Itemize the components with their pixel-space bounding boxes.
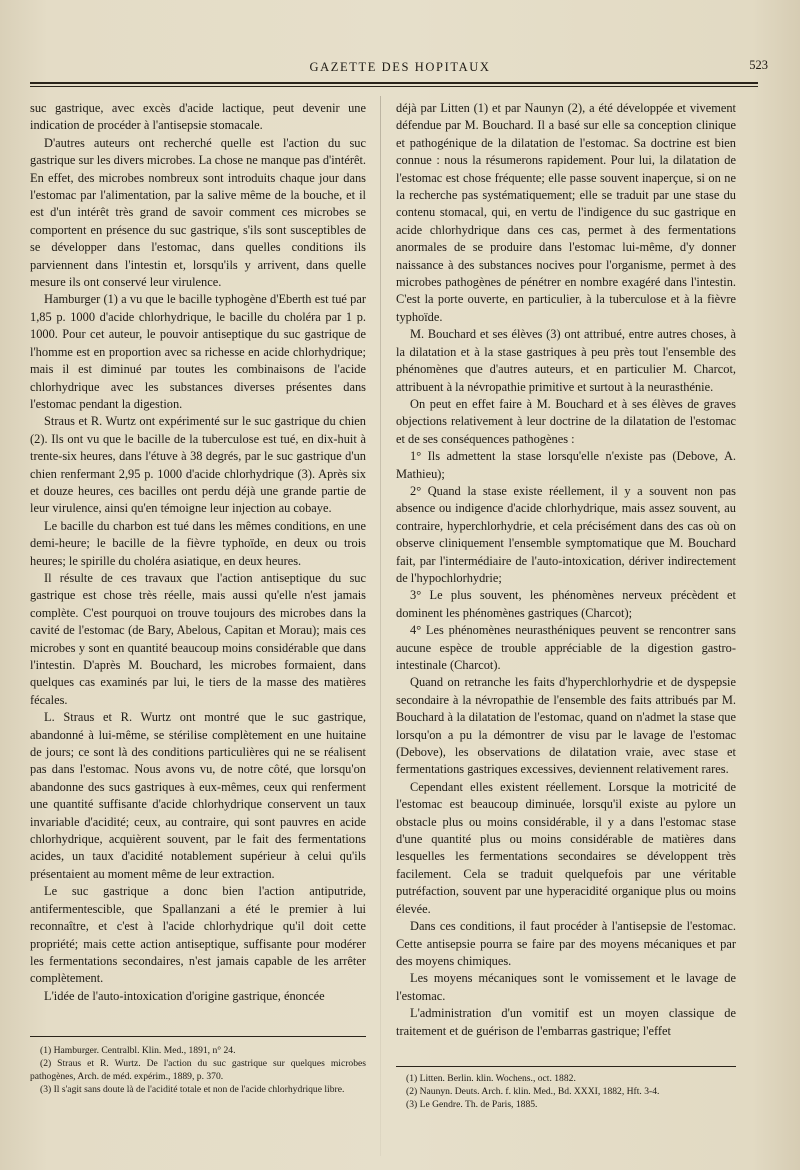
paragraph: Straus et R. Wurtz ont expérimenté sur le suc gastrique du chien (2). Ils ont vu que le bacille de la tuberculose est tué, en dix-huit à trente-six heures, dans l'étuve à 38 degrés, par le suc gastrique d'un chien renfermant 2,95 p. 1000 d'acide chlorhydrique (3). Après six et douze heures, ces bacilles ont perdu déjà une grande partie de leur virulence, ainsi qu'en témoigne leur injection au cobaye. — [30, 414, 366, 516]
right-footnotes — [396, 1072, 736, 1111]
footnote: (2) Naunyn. Deuts. Arch. f. klin. Med., Bd. XXXI, 1882, Hft. 3-4. — [406, 1086, 660, 1097]
paragraph: suc gastrique, avec excès d'acide lactique, peut devenir une indication de procéder à l'antisepsie stomacale. — [30, 101, 366, 133]
header-rule-bottom — [30, 86, 758, 87]
footnote: (1) Hamburger. Centralbl. Klin. Med., 1891, n° 24. — [40, 1045, 236, 1056]
paragraph: Cependant elles existent réellement. Lorsque la motricité de l'estomac est beaucoup diminuée, lorsqu'il existe au pylore un obstacle plus ou moins considérable, il y a dans l'estomac stase d'une quantité plus ou moins considérable de matières dans lesquelles les fermentations secondaires se développent très facilement. Cela se traduit quelquefois par une véritable putréfaction, souvent par une hyperacidité organique plus ou moins élevée. — [396, 779, 736, 916]
paragraph: Dans ces conditions, il faut procéder à l'antisepsie de l'estomac. Cette antisepsie pourra se faire par des moyens mécaniques et par des moyens chimiques. — [396, 919, 736, 968]
paragraph: Les moyens mécaniques sont le vomissement et le lavage de l'estomac. — [396, 971, 736, 1003]
paragraph: Hamburger (1) a vu que le bacille typhogène d'Eberth est tué par 1,85 p. 1000 d'acide chlorhydrique, le bacille du choléra par 1 p. 1000. Pour cet auteur, le pouvoir antiseptique du suc gastrique de l'homme est en proportion avec sa richesse en acide chlorhydrique; mais il est diminué par toutes les combinaisons de l'acide chlorhydrique avec les substances diverses présentes dans l'estomac pendant la digestion. — [30, 292, 366, 411]
paragraph: Le bacille du charbon est tué dans les mêmes conditions, en une demi-heure; le bacille de la fièvre typhoïde, en deux ou trois heures; le spirille du choléra asiatique, en deux heures. — [30, 518, 366, 568]
paragraph: Il résulte de ces travaux que l'action antiseptique du suc gastrique est chose très réelle, mais aussi qu'elle n'est jamais complète. C'est pourquoi on trouve toujours des microbes dans la cavité de l'estomac (de Bary, Abelous, Capitan et Morau); mais ces microbes y sont en quantité beaucoup moins considérable que dans l'intestin. D'après M. Bouchard, les microbes formaient, dans quelques cas examinés par lui, le tiers de la masse des matières fécales. — [30, 570, 366, 707]
paragraph: Le suc gastrique a donc bien l'action antiputride, antifermentescible, que Spallanzani a été le premier à lui reconnaître, et c'est à l'acide chlorhydrique qu'il doit cette propriété; mais cette action antiseptique, suffisante pour modérer les fermentations secondaires, n'est jamais capable de les arrêter complètement. — [30, 884, 366, 986]
footnote-rule-left — [30, 1036, 366, 1037]
right-column — [396, 100, 736, 1040]
paragraph: M. Bouchard et ses élèves (3) ont attribué, entre autres choses, à la dilatation et à la stase gastriques à peu près tout l'ensemble des phénomènes que d'autres auteurs, et en particulier M. Charcot, attribuent à la névropathie primitive et surtout à la neurasthénie. — [396, 327, 736, 394]
footnote: (1) Litten. Berlin. klin. Wochens., oct. 1882. — [406, 1073, 576, 1084]
footnote: (3) Il s'agit sans doute là de l'acidité totale et non de l'acide chlorhydrique libre. — [40, 1084, 345, 1095]
paragraph: 4° Les phénomènes neurasthéniques peuvent se rencontrer sans aucune espèce de trouble appréciable de la digestion gastro-intestinale (Charcot). — [396, 623, 736, 672]
header-rule-top — [30, 82, 758, 84]
paragraph: D'autres auteurs ont recherché quelle est l'action du suc gastrique sur les divers microbes. La chose ne manque pas d'intérêt. En effet, des microbes nombreux sont introduits chaque jour dans l'estomac par l'alimentation, par la salive même de la bouche, et il est d'un intérêt très grand de savoir comment ces microbes se comportent en présence du suc gastrique, s'ils sont susceptibles de se développer dans l'estomac, dans quelles conditions ils parviennent dans l'intestin et, lorsqu'ils y arrivent, dans quelle mesure ils ont conservé leur virulence. — [30, 135, 366, 290]
paragraph: L. Straus et R. Wurtz ont montré que le suc gastrique, abandonné à lui-même, se stérilise complètement en une huitaine de jours; ce sont là des conditions particulières qui ne se réalisent pas dans l'estomac. Nous avons vu, de notre côté, que lorsqu'on abandonne des sucs gastriques à eux-mêmes, ceux qui renferment une quantité suffisante d'acide chlorhydrique conservent un taux invariable d'acidité; ceux, au contraire, qui sont pauvres en acide chlorhydrique, acquièrent souvent, par le fait des fermentations acides, un taux d'acidité notablement supérieur à celui qu'ils présentaient au moment même de leur extraction. — [30, 710, 366, 881]
paragraph: déjà par Litten (1) et par Naunyn (2), a été développée et vivement défendue par M. Bouchard. Il a basé sur elle sa conception clinique et pathogénique de la dilatation de l'estomac. Sa doctrine est bien connue : nous la résumerons rapidement. Pour lui, la dilatation de l'estomac est chose fréquente; elle passe souvent inaperçue, si on ne la recherche pas systématiquement; elle se traduit par une stase du contenu stomacal, qui, en vertu de l'indigence du suc gastrique en acide chlorhydrique dans ces cas, permet à des fermentations anormales de se produire dans l'estomac lui-même, d'y donner naissance à des substances nocives pour l'organisme, permet à des microbes pathogènes de pénétrer en nombre exagéré dans l'intestin. C'est la porte ouverte, en particulier, à la tuberculose et à la fièvre typhoïde. — [396, 101, 736, 324]
column-gutter — [380, 96, 381, 1156]
footnote: (3) Le Gendre. Th. de Paris, 1885. — [406, 1099, 538, 1110]
paragraph: Quand on retranche les faits d'hyperchlorhydrie et de dyspepsie secondaire à la névropathie de l'ensemble des faits attribués par M. Bouchard à la dilatation de l'estomac, quand on n'admet la stase que lorsqu'on a pu la démontrer de visu par le lavage de l'estomac (Debove), les observations de dilatation vraie, avec stase et fermentations gastriques excessives, deviennent relativement rares. — [396, 675, 736, 777]
footnote-rule-right — [396, 1066, 736, 1067]
page-header — [30, 58, 770, 78]
paragraph: 1° Ils admettent la stase lorsqu'elle n'existe pas (Debove, A. Mathieu); — [396, 449, 736, 481]
paragraph: L'idée de l'auto-intoxication d'origine gastrique, énoncée — [44, 988, 325, 1003]
journal-title: GAZETTE DES HOPITAUX — [309, 60, 491, 74]
paragraph: L'administration d'un vomitif est un moyen classique de traitement et de guérison de l'embarras gastrique; l'effet — [396, 1006, 736, 1038]
footnote: (2) Straus et R. Wurtz. De l'action du suc gastrique sur quelques microbes pathogènes, Arch. de méd. expérim., 1889, p. 370. — [30, 1058, 366, 1082]
paragraph: 2° Quand la stase existe réellement, il y a souvent non pas absence ou indigence d'acide chlorhydrique, mais assez souvent, au contraire, hyperchlorhydrie, et cela précisément dans des cas où on observe cliniquement l'ensemble symptomatique que M. Bouchard fait, par l'intermédiaire de l'auto-intoxication, dériver indirectement de l'hypochlorhydrie; — [396, 483, 736, 585]
left-column — [30, 100, 366, 1005]
paragraph: 3° Le plus souvent, les phénomènes nerveux précèdent et dominent les phénomènes gastriques (Charcot); — [396, 588, 736, 620]
left-footnotes — [30, 1044, 366, 1096]
paragraph: On peut en effet faire à M. Bouchard et à ses élèves de graves objections relativement à leur doctrine de la dilatation de l'estomac et de ses conséquences pathogènes : — [396, 396, 736, 446]
page-number: 523 — [749, 58, 768, 72]
